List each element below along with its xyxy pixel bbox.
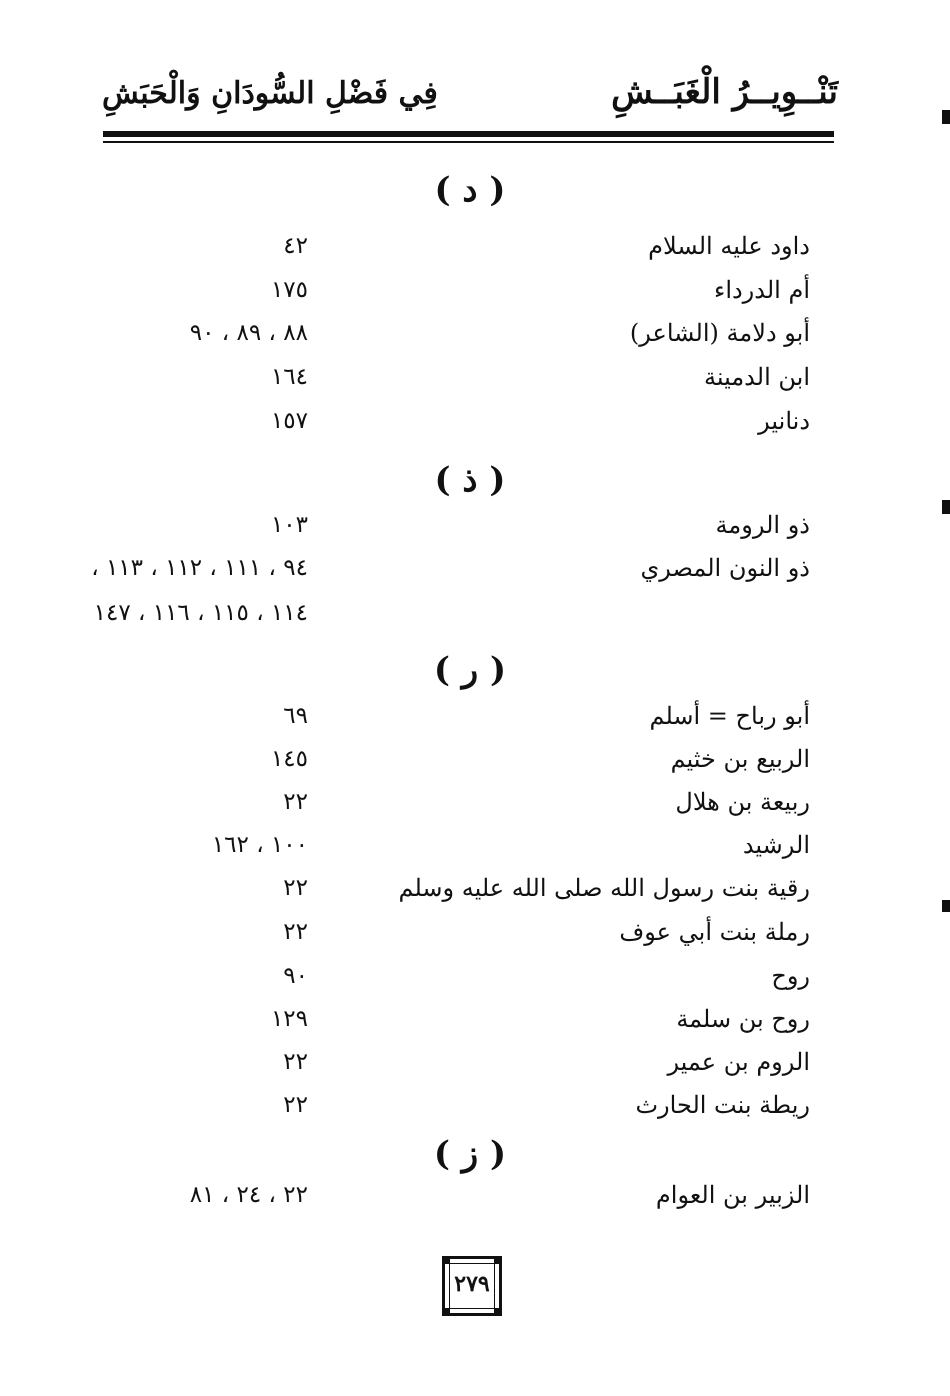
index-entry-name: الروم بن عمير	[667, 1048, 810, 1076]
box-corner-ornament	[442, 1308, 450, 1316]
index-entry-name: روح بن سلمة	[676, 1005, 810, 1033]
index-entry-name: ريطة بنت الحارث	[635, 1091, 810, 1119]
index-entry-name: أم الدرداء	[714, 276, 810, 304]
index-entry-pages: ١٧٥	[270, 277, 308, 303]
scan-edge-mark	[942, 900, 950, 912]
index-entry-pages: ٢٢	[283, 1092, 308, 1118]
index-entry-name: رقية بنت رسول الله صلى الله عليه وسلم	[398, 874, 810, 902]
scan-edge-mark	[942, 110, 950, 124]
index-entry-pages: ٦٩	[283, 703, 308, 729]
index-entry-name: ربيعة بن هلال	[675, 788, 810, 816]
section-heading-zay: ( ز )	[433, 1134, 507, 1174]
page-number-box	[442, 1256, 502, 1316]
index-entry-pages: ٨٨ ، ٨٩ ، ٩٠	[189, 320, 308, 346]
index-entry-name: رملة بنت أبي عوف	[619, 918, 810, 946]
page-number: ٢٧٩	[454, 1271, 490, 1297]
index-entry-pages: ١٢٩	[270, 1006, 308, 1032]
index-entry-pages-continued: ١١٤ ، ١١٥ ، ١١٦ ، ١٤٧	[93, 600, 308, 626]
book-subtitle: فِي فَضْلِ السُّودَانِ وَالْحَبَشِ	[102, 76, 438, 111]
index-entry-name: الربيع بن خثيم	[670, 745, 810, 773]
index-entry-pages: ١٠٠ ، ١٦٢	[211, 832, 308, 858]
index-entry-name: روح	[771, 962, 810, 990]
scan-edge-mark	[942, 500, 950, 514]
index-entry-name: ذو الرومة	[715, 511, 810, 539]
header-rule-thin	[103, 141, 834, 143]
index-entry-name: أبو دلامة (الشاعر)	[629, 319, 810, 347]
index-entry-pages: ٢٢ ، ٢٤ ، ٨١	[189, 1182, 308, 1208]
box-corner-ornament	[442, 1256, 450, 1264]
index-entry-name: الزبير بن العوام	[655, 1181, 810, 1209]
box-corner-ornament	[494, 1308, 502, 1316]
index-entry-pages: ١٤٥	[270, 746, 308, 772]
book-title: تَنْــوِيــرُ الْغَبَــشِ	[611, 72, 838, 112]
section-heading-dal: ( د )	[434, 170, 506, 210]
index-entry-name: الرشيد	[742, 831, 810, 859]
index-entry-pages: ٢٢	[283, 1049, 308, 1075]
index-entry-pages: ٩٤ ، ١١١ ، ١١٢ ، ١١٣ ،	[91, 555, 308, 581]
section-heading-dhal: ( ذ )	[434, 460, 506, 500]
index-entry-pages: ٢٢	[283, 789, 308, 815]
index-entry-pages: ٩٠	[283, 963, 308, 989]
index-entry-pages: ٤٢	[283, 233, 308, 259]
index-entry-name: ذو النون المصري	[640, 554, 810, 582]
index-entry-name: داود عليه السلام	[648, 232, 810, 260]
index-entry-pages: ١٠٣	[270, 512, 308, 538]
index-entry-pages: ٢٢	[283, 919, 308, 945]
section-heading-ra: ( ر )	[433, 650, 507, 690]
index-entry-pages: ٢٢	[283, 875, 308, 901]
box-corner-ornament	[494, 1256, 502, 1264]
index-entry-pages: ١٦٤	[270, 364, 308, 390]
index-entry-name: دنانير	[758, 407, 810, 435]
index-entry-pages: ١٥٧	[270, 408, 308, 434]
header-rule-thick	[103, 131, 834, 137]
index-entry-name: أبو رباح = أسلم	[649, 702, 810, 730]
index-entry-name: ابن الدمينة	[703, 363, 810, 391]
